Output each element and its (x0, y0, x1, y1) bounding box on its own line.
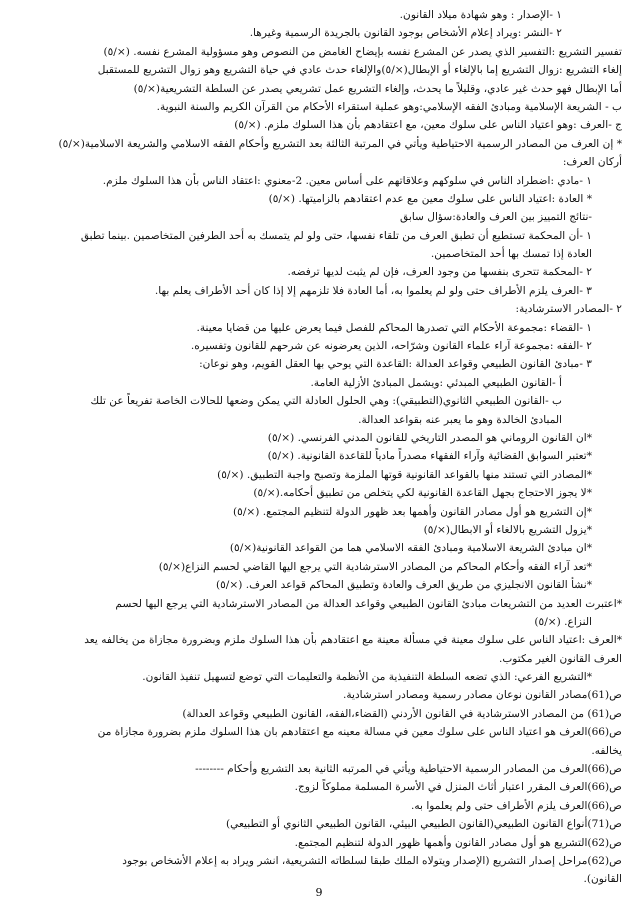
text-line: ص(66)العرف يلزم الأطراف حتى ولم يعلموا به. (410, 799, 622, 812)
text-line: العرف القانون الغير مكتوب. (498, 652, 622, 665)
text-line: ص(62)التشريع هو أول مصادر القانون وأهمها ظهور الدولة لتنظيم المجتمع. (294, 836, 622, 849)
text-line: *يزول التشريع بالالغاء أو الابطال(×/٥) (423, 523, 592, 536)
text-line: أما الإبطال فهو حدث غير عادي، وقليلاً ما يحدث، وإلغاء التشريع عمل تشريعي يصدر عن السلطة التشريعية(×/٥) (133, 82, 622, 95)
text-line: ١ -مادي :اضطراد الناس في سلوكهم وعلاقاتهم على أساس معين. 2-معنوي :اعتقاد الناس بأن هذا السلوك ملزم. (102, 174, 592, 187)
text-line: المبادئ الخالدة وهو ما يعبر عنه بقواعد العدالة. (358, 413, 562, 426)
text-line: يخالفه. (591, 744, 622, 757)
text-line: ١ -القضاء :مجموعة الأحكام التي تصدرها المحاكم للفصل فيما يعرض عليها من قضايا معينة. (196, 321, 592, 334)
text-line: ص(61)مصادر القانون نوعان مصادر رسمية ومصادر استرشادية. (342, 689, 622, 702)
text-line: ١ -أن المحكمة تستطيع أن تطبق العرف من تلقاء نفسها، حتى ولو لم يتمسك به أحد الطرفين المتخاصمين .بينما تطبق (80, 229, 592, 242)
text-line: *نشأ القانون الانجليزي من طريق العرف والعادة وتطبيق المحاكم قواعد العرف. (×/٥) (215, 579, 592, 592)
text-line: ب -القانون الطبيعي الثانوي(التطبيقي): وهي الحلول العادلة التي يمكن وضعها للحالات الخاصة تفريعاً عن تلك (90, 395, 562, 408)
text-line: ٢ -النشر :ويراد إعلام الأشخاص بوجود القانون بالجريدة الرسمية وغيرها. (249, 27, 562, 40)
page-number: 9 (315, 886, 323, 899)
text-line: * العادة :اعتياد الناس على سلوك معين مع عدم اعتقادهم بالزاميتها. (×/٥) (268, 192, 592, 205)
text-line: ص(62)مراحل إصدار التشريع (الإصدار ويتولاه الملك طبقا لسلطاته التشريعية، انشر ويراد به إعلام الأشخاص بوجود (122, 854, 622, 867)
text-line: *تعد آراء الفقه وأحكام المحاكم من المصادر الاسترشادية التي يرجع اليها القاضي لحسم النزاع(×/٥) (158, 560, 592, 573)
text-line: *ان مبادئ الشريعة الاسلامية ومبادئ الفقه الاسلامي هما من القواعد القانونية(×/٥) (229, 542, 592, 555)
document-page (16, 6, 622, 896)
text-line: النزاع. (×/٥) (534, 615, 592, 628)
text-line: *ان القانون الروماني هو المصدر التاريخي للقانون المدني الفرنسي. (×/٥) (267, 431, 592, 444)
text-line: تفسير التشريع :التفسير الذي يصدر عن المشرع نفسه بإيضاح الغامض من النصوص وهو مسؤولية المشرع نفسه. (×/٥) (103, 45, 622, 58)
text-line: *تعتبر السوابق القضائية وآراء الفقهاء مصدراً مادياً للقاعدة القانونية. (×/٥) (267, 450, 592, 463)
text-line: ٣ -مبادئ القانون الطبيعي وقواعد العدالة :القاعدة التي يوحي بها العقل القويم، وهو نوعان: (199, 358, 592, 371)
text-line: ص(66)العرف من المصادر الرسمية الاحتياطية ويأتي في المرتبه الثانية بعد التشريع وأحكام -------- (195, 763, 622, 776)
text-line: *إن التشريع هو أول مصادر القانون وأهمها بعد ظهور الدولة لتنظيم المجتمع. (×/٥) (233, 505, 592, 518)
text-line: *اعتبرت العديد من التشريعات مبادئ القانون الطبيعي وقواعد العدالة من المصادر الاسترشادية التي يرجع اليها لحسم (115, 597, 622, 610)
text-line: *لا يجوز الاحتجاج بجهل القاعدة القانونية لكي يتخلص من تطبيق أحكامه.(×/٥) (253, 487, 592, 500)
text-line: أركان العرف: (562, 156, 622, 169)
text-line: ص(71)أنواع القانون الطبيعي(القانون الطبيعي البيئي، القانون الطبيعي الثانوي أو التطبيعي) (225, 818, 622, 831)
text-line: *المصادر التي تستند منها بالقواعد القانونية قوتها الملزمة وتصبح واجبة التطبيق. (×/٥) (217, 468, 592, 481)
text-line: ص(66)العرف هو اعتياد الناس على سلوك معين في مسالة معينه مع اعتقادهم بان هذا السلوك ملزم بضرورة مجازاة من (97, 726, 622, 739)
text-line: ٢ -الفقه :مجموعة آراء علماء القانون وشرّاحه، الذين يعرضونه عن شرحهم للقانون وتفسيره. (190, 340, 592, 353)
text-line: ٢ -المحكمة تتحرى بنفسها من وجود العرف، فإن لم يثبت لديها ترفضه. (287, 266, 592, 279)
text-line: ب - الشريعة الإسلامية ومبادئ الفقه الإسلامي:وهو عملية استقراء الأحكام من القرآن الكريم والسنة النبوية. (156, 100, 622, 113)
text-line: ٢ -المصادر الاسترشادية: (515, 303, 622, 316)
text-line: العادة إذا تمسك بها أحد المتخاصمين. (430, 248, 592, 261)
text-line: إلغاء التشريع :زوال التشريع إما بالإلغاء أو الإبطال(×/٥)والإلغاء حدث عادي في حياة التشريع وهو زوال التشريع للمستقبل (97, 64, 622, 77)
text-line: ج -العرف :وهو اعتياد الناس على سلوك معين، مع اعتقادهم بأن هذا السلوك ملزم. (×/٥) (234, 119, 622, 132)
text-line: ص(66)العرف المقرر اعتبار أثاث المنزل في الأسرة المسلمة مملوكاً لزوج. (294, 781, 622, 794)
text-line: *التشريع الفرعي: الذي تضعه السلطة التنفيذية من الأنظمة والتعليمات التي توضع لتسهيل تنفيذ القانون. (142, 671, 592, 684)
text-line: -نتائج التمييز بين العرف والعادة:سؤال سابق (400, 211, 592, 224)
text-line: القانون). (583, 873, 622, 886)
text-line: أ -القانون الطبيعي المبدئي :ويشمل المبادئ الأزلية العامة. (310, 376, 562, 389)
text-line: *العرف :اعتياد الناس على سلوك معينة في مسألة معينة مع اعتقادهم بأن هذا السلوك ملزم وبضرورة مجازاة من يخالفه يعد (84, 634, 622, 647)
text-line: ص(61) من المصادر الاسترشادية في القانون الأردني (القضاء،الفقه، القانون الطبيعي وقواعد العدالة) (182, 707, 622, 720)
text-line: ٣ -العرف يلزم الأطراف حتى ولو لم يعلموا به، أما العادة فلا تلزمهم إلا إذا كان أحد الأطراف يعلم بها. (154, 284, 592, 297)
text-line: ١ -الإصدار : وهو شهادة ميلاد القانون. (399, 9, 562, 21)
text-line: * إن العرف من المصادر الرسمية الاحتياطية ويأتي في المرتبة الثالثة بعد التشريع وأحكام الفقه الاسلامي والشريعة الاسلامية(×/٥) (58, 137, 622, 150)
